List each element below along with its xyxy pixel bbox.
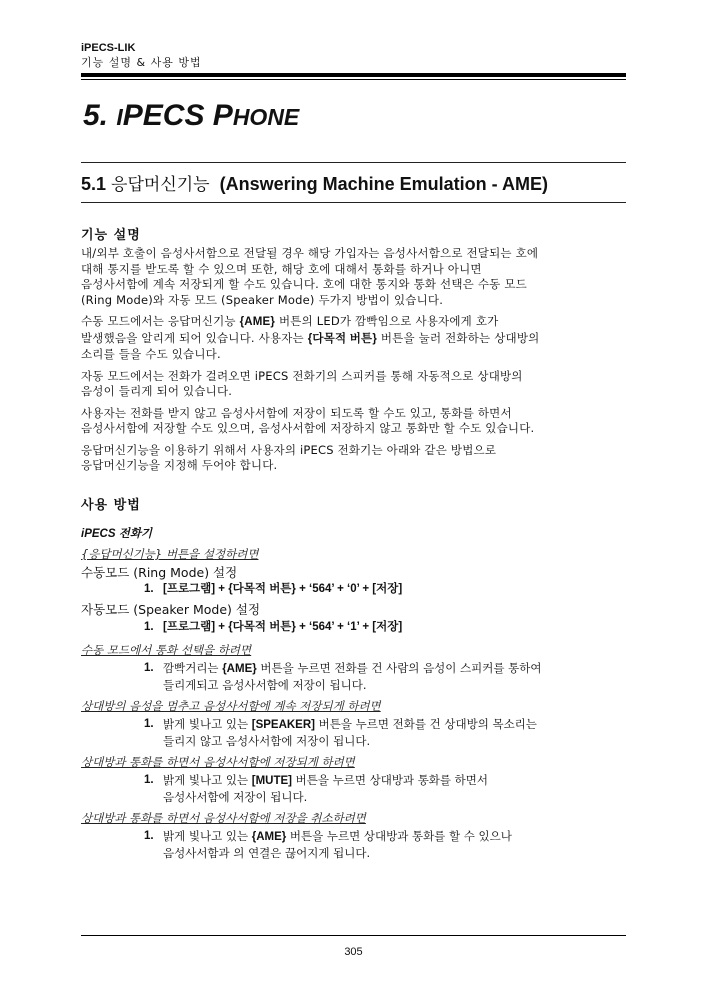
chapter-title-part: I <box>116 104 123 130</box>
text-run: 들리지 않고 음성사서함에 저장이 됩니다. <box>163 733 371 748</box>
text-run: 버튼을 누르면 상대방과 통화를 하면서 <box>291 773 489 787</box>
text-line: 음성사서함에 계속 저장되게 할 수도 있습니다. 호에 대한 통지와 통화 선택은 수동 모드 <box>81 277 527 291</box>
section-title <box>81 172 548 197</box>
ring-mode-label: 수동모드 (Ring Mode) 설정 <box>81 565 238 580</box>
step-number: 1. <box>144 583 154 595</box>
step-number: 1. <box>144 662 154 674</box>
text-run: 밝게 빛나고 있는 <box>163 829 252 843</box>
text-line: (Ring Mode)와 자동 모드 (Speaker Mode) 두가지 방법이 있습니다. <box>81 292 444 307</box>
page-number: 305 <box>344 946 363 958</box>
text-run: 버튼을 누르면 전화를 건 상대방의 목소리는 <box>315 717 537 731</box>
paragraph-3 <box>81 369 626 400</box>
step-number: 1. <box>144 774 154 786</box>
speaker-mode-label: 자동모드 (Speaker Mode) 설정 <box>81 602 261 617</box>
header-rule-thick <box>81 73 626 77</box>
section-rule-bottom <box>81 202 626 203</box>
procedure-title-set-ame-button: {응답머신기능} 버튼을 설정하려면 <box>81 547 259 561</box>
chapter-title-part: P <box>212 99 233 132</box>
paragraph-2 <box>81 314 626 363</box>
running-header-product: iPECS-LIK <box>81 42 136 54</box>
description-heading: 기능 설명 <box>81 228 141 243</box>
procedure-title-mute-voice: 상대방의 음성을 멈추고 음성사서함에 계속 저장되게 하려면 <box>81 699 381 713</box>
paragraph-5 <box>81 443 626 474</box>
text-run: 음성사서함에 저장이 됩니다. <box>163 789 308 804</box>
ring-mode-step <box>144 582 624 598</box>
step-text: [프로그램] + {다목적 버튼} + ‘564’ + ‘0’ + [저장] <box>163 583 403 595</box>
ame-key-label: {AME} <box>239 316 276 328</box>
step-text: [프로그램] + {다목적 버튼} + ‘564’ + ‘1’ + [저장] <box>163 621 403 633</box>
paragraph-4 <box>81 406 626 437</box>
ame-key-label: {AME} <box>251 831 287 843</box>
header-rule-thin <box>81 79 626 80</box>
procedure-step <box>144 661 624 693</box>
procedure-title-ring-answer: 수동 모드에서 통화 선택을 하려면 <box>81 643 252 657</box>
text-run: 음성사서함과 의 연결은 끊어지게 됩니다. <box>163 845 371 860</box>
procedure-step <box>144 829 624 861</box>
text-run: 밝게 빛나고 있는 <box>163 717 252 731</box>
description-body <box>81 246 626 480</box>
section-rule-top <box>81 162 626 163</box>
multi-button-key-label: {다목적 버튼} <box>307 332 377 345</box>
step-text <box>163 773 624 805</box>
section-title-english: (Answering Machine Emulation - AME) <box>219 174 548 194</box>
procedure-step <box>144 773 624 805</box>
text-line: 응답머신기능을 이용하기 위해서 사용자의 iPECS 전화기는 아래와 같은 방법으로 <box>81 442 497 457</box>
text-run: 깜빡거리는 <box>163 661 223 675</box>
speaker-key-label: [SPEAKER] <box>251 719 315 731</box>
text-run: 버튼을 눌러 전화하는 상대방의 <box>377 330 540 345</box>
speaker-mode-step <box>144 620 624 636</box>
text-line: 내/외부 호출이 음성사서함으로 전달될 경우 해당 가입자는 음성사서함으로 전달되는 호에 <box>81 246 539 260</box>
text-line: 음성이 들리게 되어 있습니다. <box>81 384 233 398</box>
procedure-step <box>144 717 624 749</box>
text-run: 버튼을 누르면 전화를 건 사람의 음성이 스피커를 통하여 <box>256 661 542 675</box>
chapter-title-part: HONE <box>232 104 300 130</box>
chapter-title <box>83 98 299 135</box>
text-run: 밝게 빛나고 있는 <box>163 773 252 787</box>
text-run: 수동 모드에서는 응답머신기능 <box>81 314 240 328</box>
text-run: 발생했음을 알리게 되어 있습니다. 사용자는 <box>81 330 308 345</box>
ame-key-label: {AME} <box>222 663 257 675</box>
footer-rule <box>81 935 626 936</box>
usage-heading: 사용 방법 <box>81 498 141 513</box>
text-line: 대해 통지를 받도록 할 수 있으며 또한, 해당 호에 대해서 통화를 하거나 아니면 <box>81 261 482 276</box>
section-number: 5.1 <box>81 174 107 194</box>
mute-key-label: [MUTE] <box>251 775 292 787</box>
text-line: 자동 모드에서는 전화가 걸려오면 iPECS 전화기의 스피커를 통해 자동적으로 상대방의 <box>81 368 523 383</box>
step-number: 1. <box>144 718 154 730</box>
paragraph-1 <box>81 246 626 308</box>
text-run: 버튼의 LED가 깜빡임으로 사용자에게 호가 <box>275 314 499 328</box>
chapter-title-part: PECS <box>122 99 213 132</box>
text-line: 사용자는 전화를 받지 않고 음성사서함에 저장이 되도록 할 수도 있고, 통화를 하면서 <box>81 405 512 420</box>
step-text <box>163 829 624 861</box>
running-header-subtitle: 기능 설명 & 사용 방법 <box>81 56 202 69</box>
text-line: 소리를 들을 수도 있습니다. <box>81 347 221 361</box>
step-text <box>163 717 624 749</box>
step-number: 1. <box>144 621 154 633</box>
procedure-title-talk-and-record: 상대방과 통화를 하면서 음성사서함에 저장되게 하려면 <box>81 755 355 769</box>
text-run: 들리게되고 음성사서함에 저장이 됩니다. <box>163 677 367 692</box>
procedure-title-cancel-record: 상대방과 통화를 하면서 음성사서함에 저장을 취소하려면 <box>81 811 366 825</box>
section-title-korean: 응답머신기능 <box>111 175 210 195</box>
text-run: 버튼을 누르면 상대방과 통화를 할 수 있으나 <box>286 829 512 843</box>
chapter-number: 5. <box>83 99 109 132</box>
step-number: 1. <box>144 830 154 842</box>
step-text <box>163 661 624 693</box>
text-line: 응답머신기능을 지정해 두어야 합니다. <box>81 458 278 472</box>
text-line: 음성사서함에 저장할 수도 있으며, 음성사서함에 저장하지 않고 통화만 할 수도 있습니다. <box>81 421 535 435</box>
device-title: iPECS 전화기 <box>81 528 153 540</box>
